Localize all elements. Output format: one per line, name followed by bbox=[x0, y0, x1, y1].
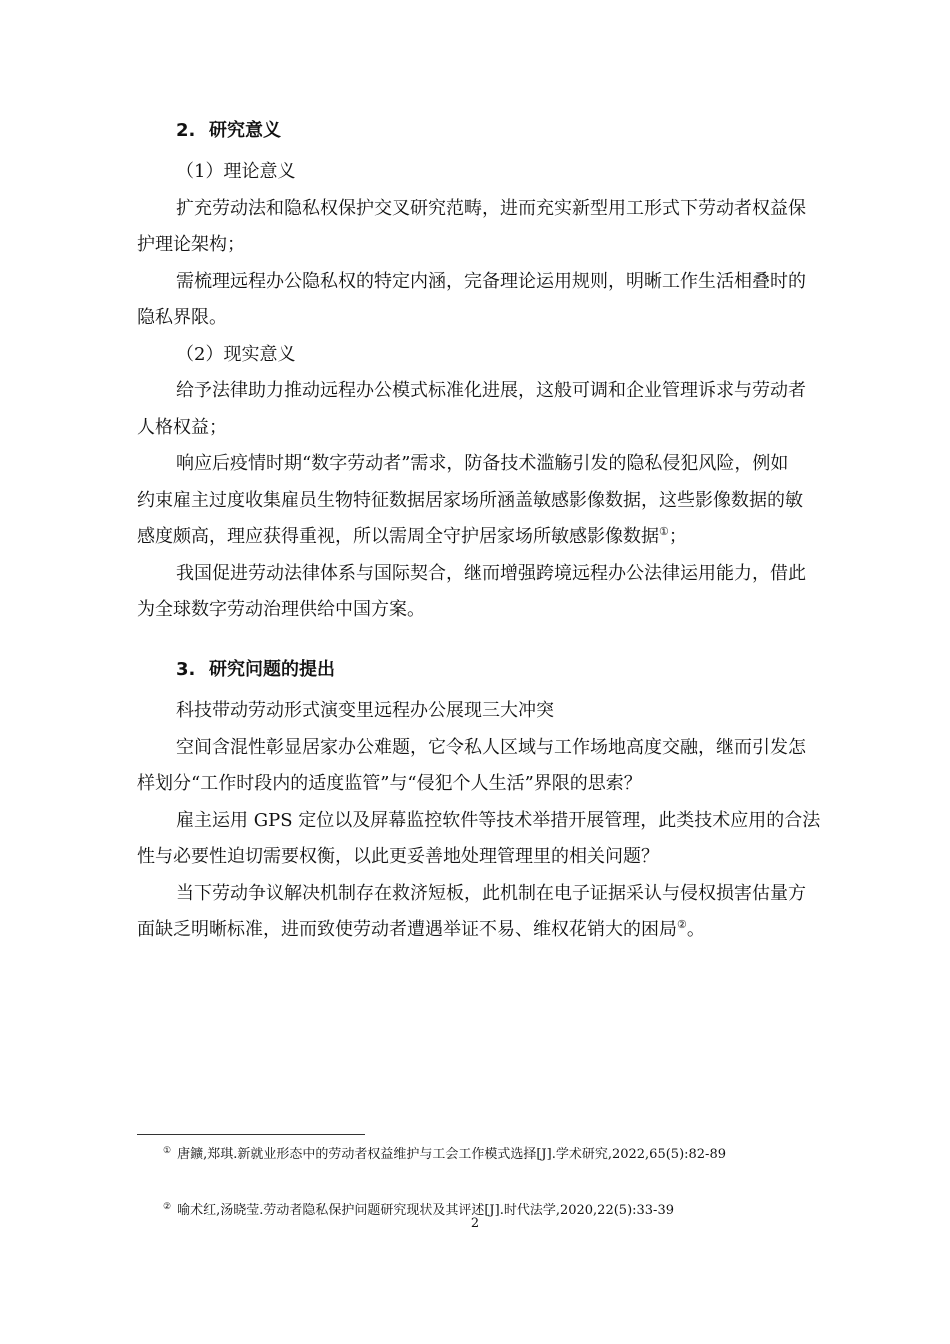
paragraph-line: 护理论架构； bbox=[137, 234, 245, 255]
footnote-mark: ① bbox=[163, 1145, 172, 1156]
paragraph-line: 样划分“工作时段内的适度监管”与“侵犯个人生活”界限的思索？ bbox=[137, 773, 642, 794]
subheading-practice: （2）现实意义 bbox=[176, 344, 296, 365]
footnote-text: 喻术红,汤晓莹.劳动者隐私保护问题研究现状及其评述[J].时代法学,2020,22(5):33-39 bbox=[177, 1203, 674, 1218]
paragraph-line bbox=[137, 918, 705, 942]
paragraph-line: 需梳理远程办公隐私权的特定内涵，完备理论运用规则，明晰工作生活相叠时的 bbox=[176, 271, 806, 292]
paragraph-line: 科技带动劳动形式演变里远程办公展现三大冲突 bbox=[176, 700, 554, 721]
footnote-mark: ② bbox=[163, 1201, 172, 1212]
footnote-ref-2[interactable]: ② bbox=[677, 918, 687, 931]
paragraph-text: 面缺乏明晰标准，进而致使劳动者遭遇举证不易、维权花销大的困局 bbox=[137, 919, 677, 940]
paragraph-line: 人格权益； bbox=[137, 417, 227, 438]
paragraph-line: 当下劳动争议解决机制存在救济短板，此机制在电子证据采认与侵权损害估量方 bbox=[176, 883, 806, 904]
footnote-text: 唐鑛,郑琪.新就业形态中的劳动者权益维护与工会工作模式选择[J].学术研究,2022,65(5):82-89 bbox=[177, 1147, 726, 1162]
page-number: 2 bbox=[470, 1216, 480, 1231]
paragraph-line: 约束雇主过度收集雇员生物特征数据居家场所涵盖敏感影像数据，这些影像数据的敏 bbox=[137, 490, 803, 511]
footnote-ref-1[interactable]: ① bbox=[659, 525, 669, 538]
section-3-number: 3. bbox=[176, 659, 196, 680]
paragraph-line: 性与必要性迫切需要权衡，以此更妥善地处理管理里的相关问题？ bbox=[137, 846, 659, 867]
paragraph-punct: 。 bbox=[686, 919, 705, 940]
paragraph-line: 给予法律助力推动远程办公模式标准化进展，这般可调和企业管理诉求与劳动者 bbox=[176, 380, 806, 401]
paragraph-line: 雇主运用 GPS 定位以及屏幕监控软件等技术举措开展管理，此类技术应用的合法 bbox=[176, 810, 821, 831]
paragraph-line: 扩充劳动法和隐私权保护交叉研究范畴，进而充实新型用工形式下劳动者权益保 bbox=[176, 198, 806, 219]
paragraph-line bbox=[137, 525, 687, 549]
paragraph-punct: ； bbox=[668, 526, 687, 547]
section-2-heading bbox=[176, 116, 281, 142]
paragraph-line: 空间含混性彰显居家办公难题，它令私人区域与工作场地高度交融，继而引发怎 bbox=[176, 737, 806, 758]
section-3-title: 研究问题的提出 bbox=[209, 659, 335, 680]
subheading-theory: （1）理论意义 bbox=[176, 161, 296, 182]
footnote-1 bbox=[163, 1143, 726, 1162]
section-3-heading bbox=[176, 655, 335, 681]
footnote-separator bbox=[137, 1134, 365, 1135]
paragraph-line: 为全球数字劳动治理供给中国方案。 bbox=[137, 599, 425, 620]
paragraph-line: 隐私界限。 bbox=[137, 307, 227, 328]
paragraph-text: 感度颇高，理应获得重视，所以需周全守护居家场所敏感影像数据 bbox=[137, 526, 659, 547]
paragraph-line: 响应后疫情时期“数字劳动者”需求，防备技术滥觞引发的隐私侵犯风险，例如 bbox=[176, 453, 789, 474]
section-2-title: 研究意义 bbox=[209, 120, 281, 141]
section-2-number: 2. bbox=[176, 120, 196, 141]
paragraph-line: 我国促进劳动法律体系与国际契合，继而增强跨境远程办公法律运用能力，借此 bbox=[176, 563, 806, 584]
